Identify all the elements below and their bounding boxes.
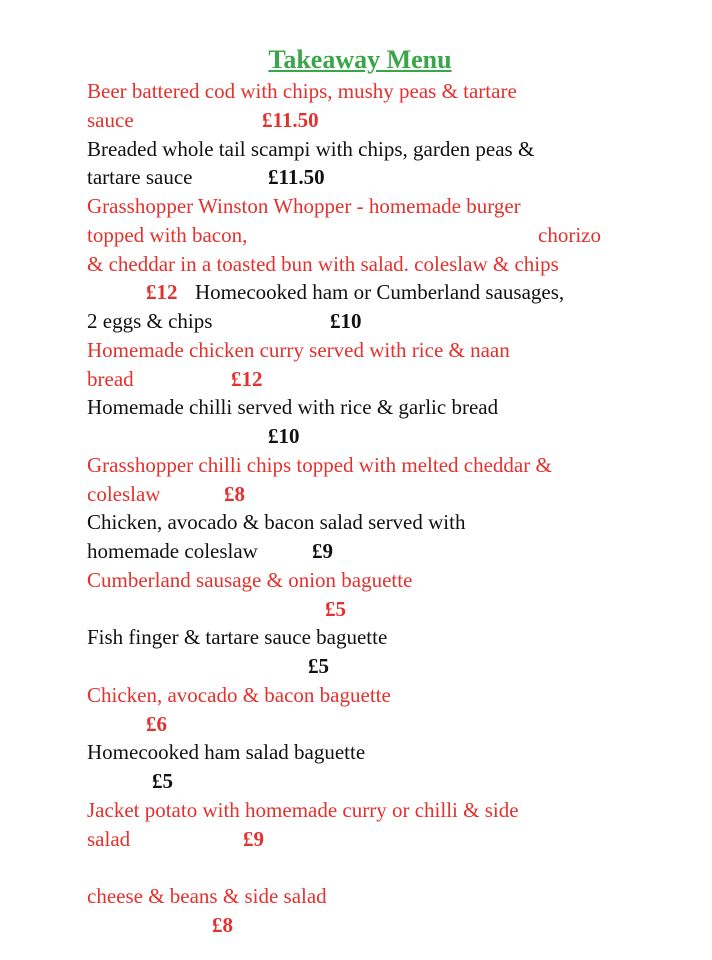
item-text: Breaded whole tail scampi with chips, garden peas & <box>87 137 535 161</box>
item-text: coleslaw <box>87 482 161 506</box>
item-price: £6 <box>146 712 167 736</box>
item-text: Homecooked ham salad baguette <box>87 740 366 764</box>
item-text: Homemade chicken curry served with rice & naan <box>87 338 510 362</box>
menu-line <box>87 623 387 651</box>
menu-line <box>87 451 552 479</box>
item-text: cheese & beans & side salad <box>87 884 327 908</box>
item-price: £10 <box>268 424 300 448</box>
menu-line <box>87 882 327 910</box>
item-price: £8 <box>212 913 233 937</box>
item-text: Chicken, avocado & bacon salad served with <box>87 510 466 534</box>
item-text: Chicken, avocado & bacon baguette <box>87 683 391 707</box>
item-price: £11.50 <box>262 108 319 132</box>
item-text: sauce <box>87 108 134 132</box>
menu-line <box>87 163 325 191</box>
menu-line <box>87 250 559 278</box>
menu-line <box>87 480 245 508</box>
item-price: £9 <box>312 539 333 563</box>
menu-line <box>87 221 601 249</box>
item-text: topped with bacon, <box>87 223 248 247</box>
item-price: £5 <box>308 654 329 678</box>
menu-line <box>87 192 521 220</box>
menu-line <box>87 738 365 766</box>
item-price: £10 <box>330 309 362 333</box>
menu-line <box>87 825 264 853</box>
menu-line <box>87 307 362 335</box>
item-price: £5 <box>325 597 346 621</box>
item-price: £9 <box>243 827 264 851</box>
menu-line <box>87 393 498 421</box>
item-price: £12 <box>231 367 263 391</box>
item-price: £12 <box>146 280 178 304</box>
item-text: Cumberland sausage & onion baguette <box>87 568 413 592</box>
menu-line <box>87 566 412 594</box>
item-text: Homemade chilli served with rice & garlic bread <box>87 395 499 419</box>
item-text: & cheddar in a toasted bun with salad. coleslaw & chips <box>87 252 559 276</box>
item-text: homemade coleslaw <box>87 539 258 563</box>
item-text: 2 eggs & chips <box>87 309 213 333</box>
item-text: bread <box>87 367 134 391</box>
item-text: chorizo <box>538 223 601 247</box>
menu-line <box>87 508 465 536</box>
item-text: Homecooked ham or Cumberland sausages, <box>195 280 565 304</box>
item-price: £8 <box>224 482 245 506</box>
menu-line <box>87 537 333 565</box>
menu-line <box>87 681 391 709</box>
menu-line <box>87 365 263 393</box>
item-text: Beer battered cod with chips, mushy peas & tartare <box>87 79 517 103</box>
item-text: Grasshopper chilli chips topped with melted cheddar & <box>87 453 552 477</box>
item-price: £5 <box>152 769 173 793</box>
menu-line <box>87 336 510 364</box>
item-text: Grasshopper Winston Whopper - homemade burger <box>87 194 521 218</box>
menu-line <box>87 796 519 824</box>
item-text: salad <box>87 827 131 851</box>
menu-line <box>87 106 319 134</box>
menu-line <box>87 77 517 105</box>
item-text: Fish finger & tartare sauce baguette <box>87 625 388 649</box>
item-price: £11.50 <box>268 165 325 189</box>
menu-line <box>87 135 534 163</box>
item-text: tartare sauce <box>87 165 193 189</box>
item-text: Jacket potato with homemade curry or chilli & side <box>87 798 519 822</box>
menu-title: Takeaway Menu <box>268 45 452 74</box>
